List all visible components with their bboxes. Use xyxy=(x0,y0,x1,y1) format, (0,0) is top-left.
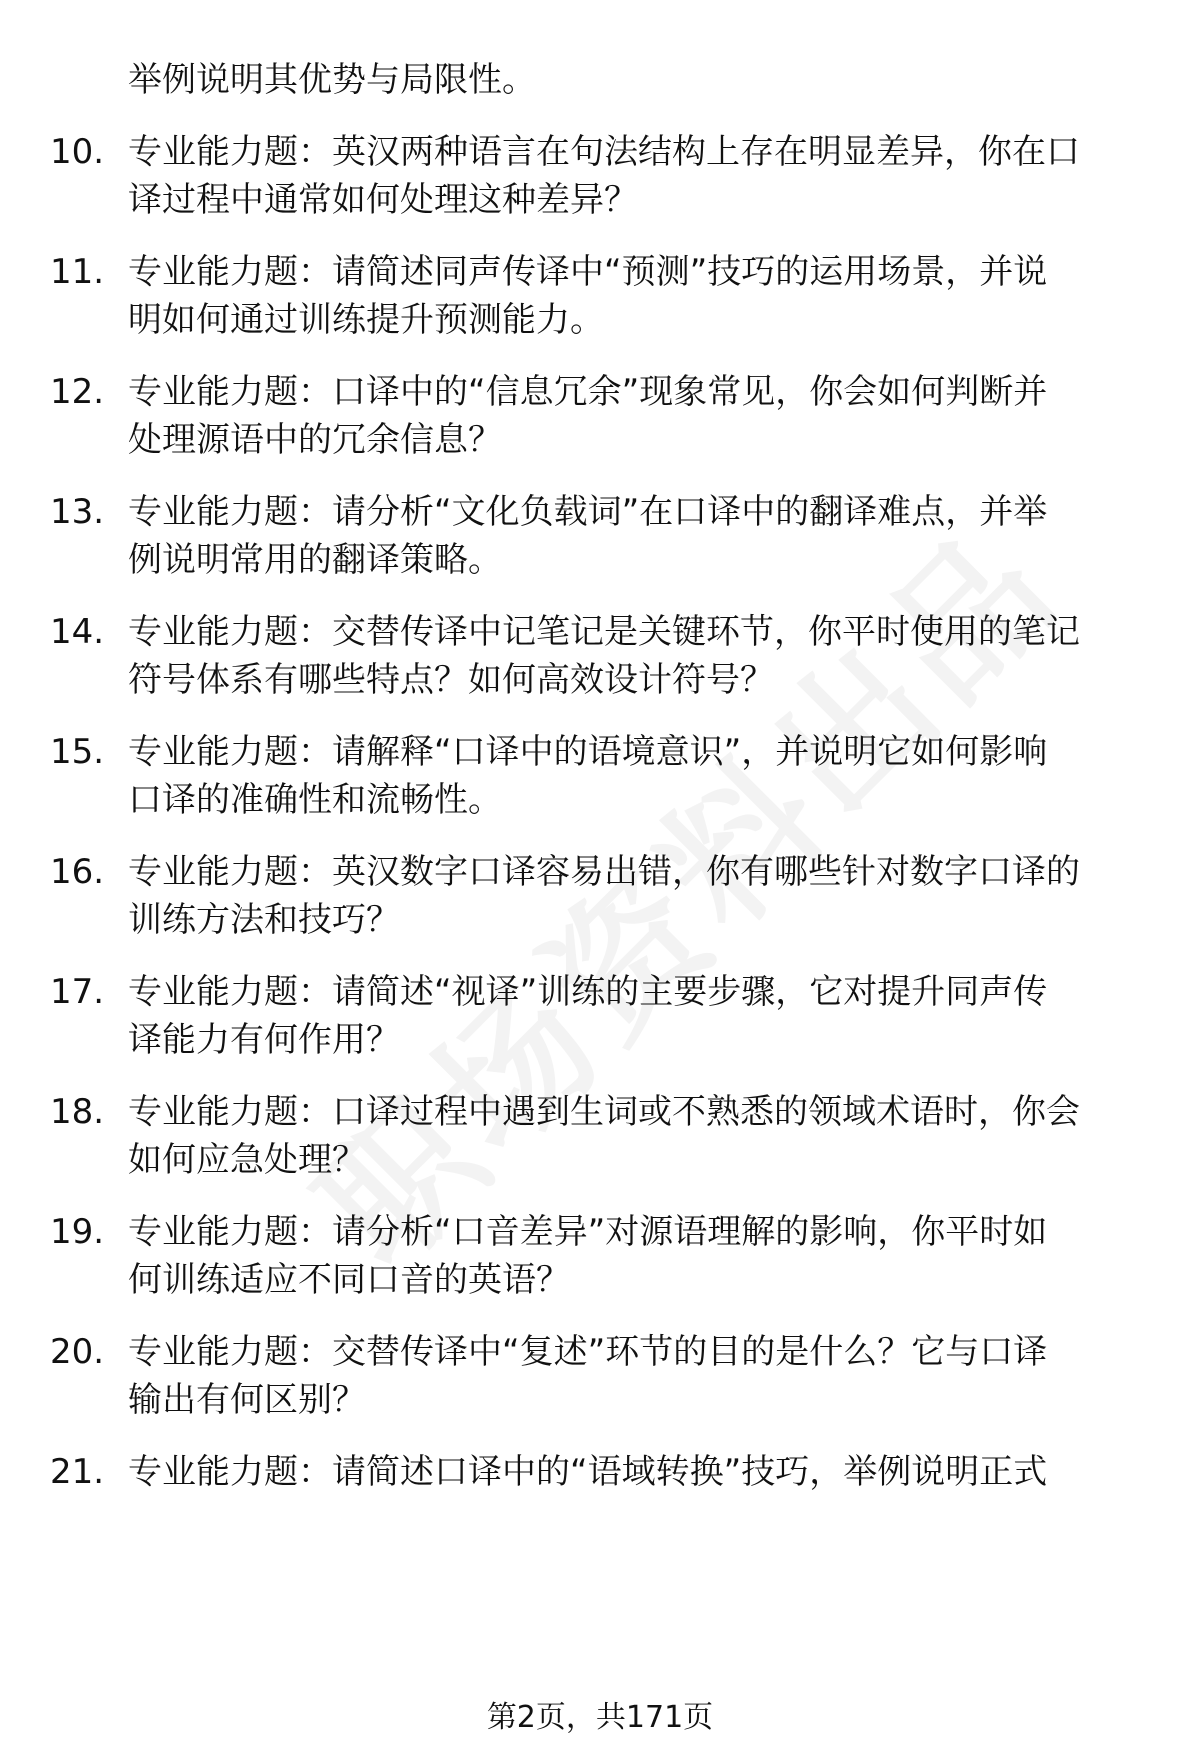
question-text xyxy=(128,128,1148,224)
question-line: 专业能力题：请简述口译中的“语域转换”技巧，举例说明正式 xyxy=(128,1452,1048,1492)
question-item xyxy=(0,1448,1200,1544)
question-number: 15. xyxy=(50,732,105,772)
question-text xyxy=(128,488,1148,584)
question-line: 如何应急处理？ xyxy=(128,1140,366,1180)
question-line: 专业能力题：英汉数字口译容易出错，你有哪些针对数字口译的 xyxy=(128,852,1080,892)
question-item xyxy=(0,608,1200,704)
question-number: 21. xyxy=(50,1452,105,1492)
question-text xyxy=(128,968,1148,1064)
question-item xyxy=(0,848,1200,944)
question-item xyxy=(0,728,1200,824)
question-line: 处理源语中的冗余信息？ xyxy=(128,420,502,460)
question-line: 输出有何区别？ xyxy=(128,1380,366,1420)
question-item xyxy=(0,968,1200,1064)
question-text xyxy=(128,1448,1148,1496)
question-item xyxy=(0,128,1200,224)
question-text xyxy=(128,248,1148,344)
question-number: 12. xyxy=(50,372,105,412)
question-line: 专业能力题：交替传译中“复述”环节的目的是什么？它与口译 xyxy=(128,1332,1048,1372)
question-line: 口译的准确性和流畅性。 xyxy=(128,780,502,820)
question-number: 19. xyxy=(50,1212,105,1252)
question-number: 18. xyxy=(50,1092,105,1132)
question-number: 14. xyxy=(50,612,105,652)
question-number: 16. xyxy=(50,852,105,892)
question-text xyxy=(128,1328,1148,1424)
question-line: 专业能力题：请分析“文化负载词”在口译中的翻译难点，并举 xyxy=(128,492,1048,532)
question-line: 专业能力题：请简述“视译”训练的主要步骤，它对提升同声传 xyxy=(128,972,1048,1012)
question-item xyxy=(0,248,1200,344)
question-line: 何训练适应不同口音的英语？ xyxy=(128,1260,570,1300)
question-line: 译过程中通常如何处理这种差异？ xyxy=(128,180,638,220)
question-line: 专业能力题：口译过程中遇到生词或不熟悉的领域术语时，你会 xyxy=(128,1092,1080,1132)
question-line: 专业能力题：交替传译中记笔记是关键环节，你平时使用的笔记 xyxy=(128,612,1080,652)
question-number: 17. xyxy=(50,972,105,1012)
question-number: 11. xyxy=(50,252,105,292)
question-item xyxy=(0,368,1200,464)
question-item xyxy=(0,1208,1200,1304)
question-item xyxy=(0,1328,1200,1424)
question-text xyxy=(128,368,1148,464)
question-line: 训练方法和技巧？ xyxy=(128,900,400,940)
question-line: 符号体系有哪些特点？如何高效设计符号？ xyxy=(128,660,774,700)
question-item xyxy=(0,488,1200,584)
question-line: 专业能力题：请简述同声传译中“预测”技巧的运用场景，并说 xyxy=(128,252,1048,292)
question-line: 专业能力题：请解释“口译中的语境意识”，并说明它如何影响 xyxy=(128,732,1048,772)
question-line: 专业能力题：请分析“口音差异”对源语理解的影响，你平时如 xyxy=(128,1212,1048,1252)
question-text xyxy=(128,1088,1148,1184)
question-number: 10. xyxy=(50,132,105,172)
question-text xyxy=(128,728,1148,824)
question-line: 专业能力题：英汉两种语言在句法结构上存在明显差异，你在口 xyxy=(128,132,1080,172)
continuation-text: 举例说明其优势与局限性。 xyxy=(128,60,536,100)
question-line: 专业能力题：口译中的“信息冗余”现象常见，你会如何判断并 xyxy=(128,372,1048,412)
question-text xyxy=(128,1208,1148,1304)
question-line: 译能力有何作用？ xyxy=(128,1020,400,1060)
question-item xyxy=(0,1088,1200,1184)
question-number: 13. xyxy=(50,492,105,532)
question-line: 例说明常用的翻译策略。 xyxy=(128,540,502,580)
page-footer: 第2页，共171页 xyxy=(486,1700,714,1735)
question-line: 明如何通过训练提升预测能力。 xyxy=(128,300,604,340)
question-number: 20. xyxy=(50,1332,105,1372)
question-text xyxy=(128,608,1148,704)
question-text xyxy=(128,848,1148,944)
